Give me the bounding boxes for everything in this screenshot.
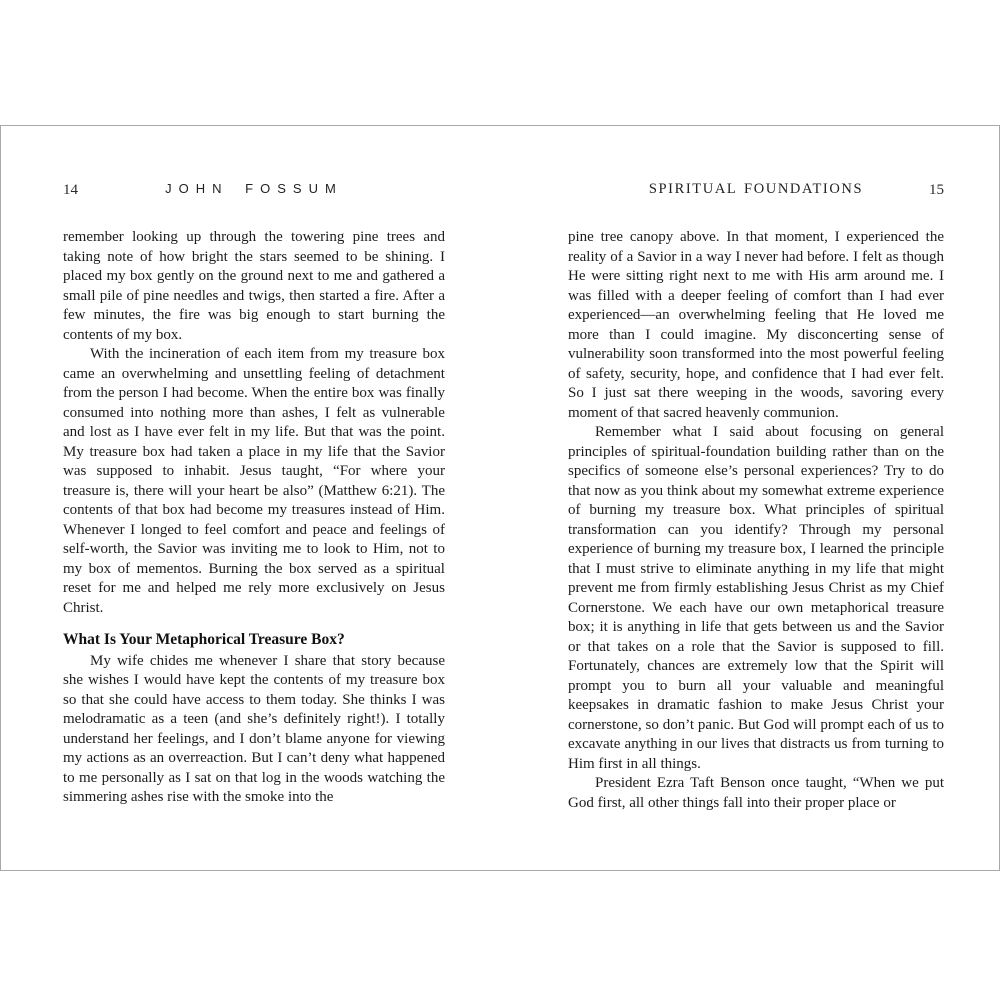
body-paragraph: pine tree canopy above. In that moment, I experienced the reality of a Savior in a way I never had before. I felt as though He were sitting right next to me with His arm around me. I was filled with a deeper feeling of comfort than I had ever experienced—an overwhelming feeling that He loved me more than I could imagine. My disconcerting sense of vulnerability soon transformed into the most powerful feeling of safety, security, hope, and confidence that I had ever felt. So I just sat there weeping in the woods, savoring every moment of that sacred heavenly communion.	[567, 229, 944, 421]
page-body-right	[568, 228, 944, 813]
page-number-right: 15	[929, 182, 944, 198]
body-paragraph: Remember what I said about focusing on general principles of spiritual-foundation building rather than on the specifics of someone else’s personal experiences? Try to do that now as you think about my somewhat extreme experience of burning my treasure box. What principles of spiritual transformation can you identify? Through my personal experience of burning my treasure box, I learned the principle that I must strive to eliminate anything in my life that might prevent me from firmly establishing Jesus Christ as my Chief Cornerstone. We each have our own metaphorical treasure box; it is anything in life that gets between us and the Savior or that takes on a role that the Savior is supposed to fill. Fortunately, chances are extremely low that the Spirit will prompt you to burn all your valuable and meaningful keepsakes in dramatic fashion to make Jesus Christ your cornerstone, so don’t panic. But God will prompt each of us to excavate anything in our lives that distracts us from turning to Him first in all things.	[567, 424, 944, 772]
page-right	[500, 126, 999, 870]
section-heading: What Is Your Metaphorical Treasure Box?	[63, 631, 345, 648]
book-spread	[0, 125, 1000, 871]
page-number-left: 14	[63, 182, 78, 198]
page-body-left	[63, 228, 445, 808]
running-head-author: JOHN FOSSUM	[165, 181, 343, 196]
body-paragraph: President Ezra Taft Benson once taught, “When we put God first, all other things fall into their proper place or	[567, 775, 944, 811]
running-head-right	[568, 181, 944, 201]
running-head-title: SPIRITUAL FOUNDATIONS	[648, 181, 864, 197]
body-paragraph: With the incineration of each item from my treasure box came an overwhelming and unsettling feeling of detachment from the person I had become. When the entire box was finally consumed into nothing more than ashes, I felt as vulnerable and lost as I have ever felt in my life. But that was the point. My treasure box had taken a place in my life that the Savior was supposed to inhabit. Jesus taught, “For where your treasure is, there will your heart be also” (Matthew 6:21). The contents of that box had become my treasures instead of Him. Whenever I longed to feel comfort and peace and feelings of self-worth, the Savior was inviting me to look to Him, not to my box of mementos. Burning the box served as a spiritual reset for me and helped me rely more exclusively on Jesus Christ.	[63, 346, 445, 616]
body-paragraph: remember looking up through the towering pine trees and taking note of how bright the stars seemed to be shining. I placed my box gently on the ground next to me and gathered a small pile of pine needles and twigs, then started a fire. After a few minutes, the fire was big enough to start burning the contents of my box.	[63, 229, 445, 343]
page-left	[1, 126, 500, 870]
body-paragraph: My wife chides me whenever I share that story because she wishes I would have kept the contents of my treasure box so that she could have access to them today. She thinks I was melodramatic as a teen (and she’s definitely right!). I totally understand her feelings, and I don’t blame anyone for viewing my actions as an overreaction. But I can’t deny what happened to me personally as I sat on that log in the woods watching the simmering ashes rise with the smoke into the	[63, 652, 445, 805]
running-head-left	[63, 181, 445, 201]
